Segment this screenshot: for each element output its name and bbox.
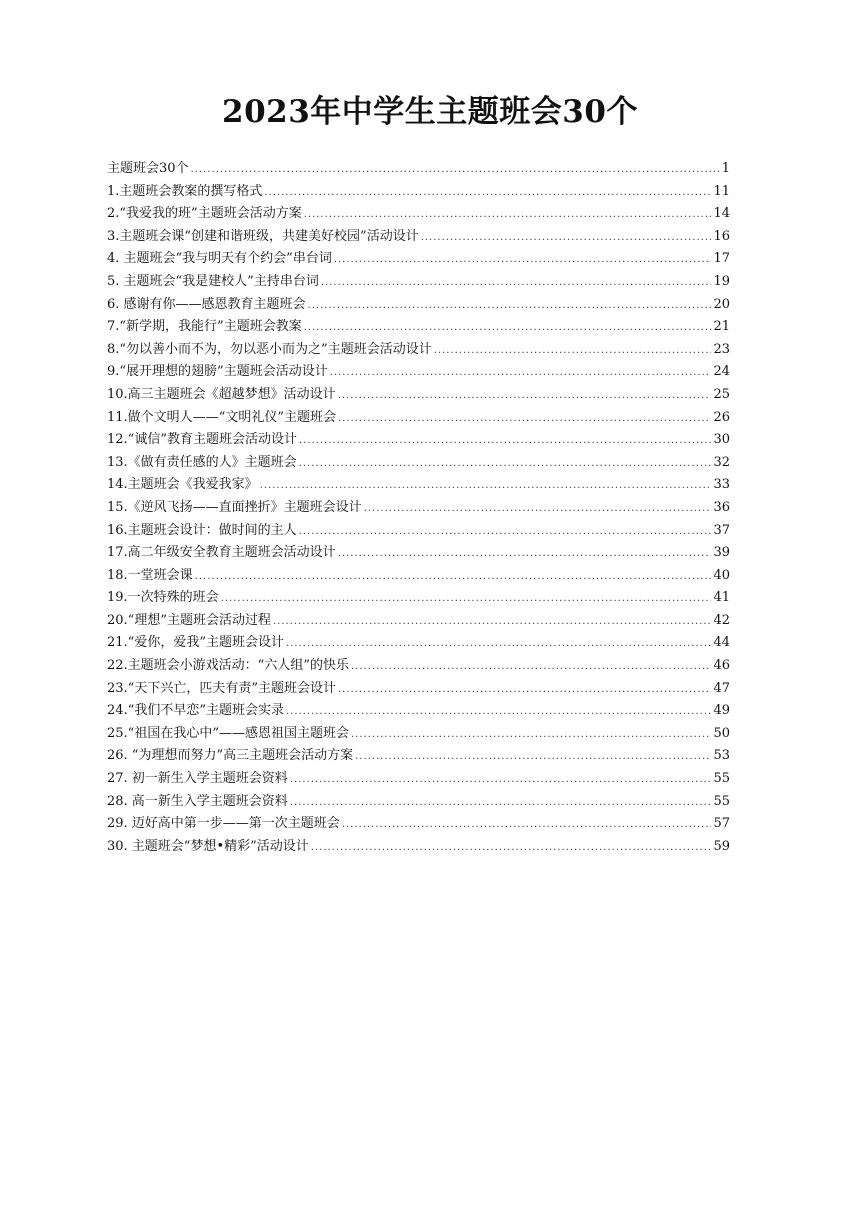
toc-dot-leader (334, 249, 712, 272)
toc-entry-page-number: 55 (713, 771, 730, 787)
toc-entry-label: 7.“新学期，我能行”主题班会教案 (107, 319, 302, 335)
toc-entry-label: 12.“诚信”教育主题班会活动设计 (107, 432, 297, 448)
toc-entry-page-number: 36 (713, 499, 730, 515)
table-of-contents (107, 158, 730, 858)
toc-entry[interactable] (107, 587, 730, 610)
toc-entry-label: 16.主题班会设计：做时间的主人 (107, 522, 297, 538)
toc-entry-page-number: 11 (713, 183, 730, 199)
toc-entry[interactable] (107, 700, 730, 723)
toc-dot-leader (304, 317, 712, 340)
toc-entry[interactable] (107, 723, 730, 746)
toc-entry-page-number: 47 (713, 680, 730, 696)
toc-dot-leader (321, 272, 712, 295)
toc-entry-page-number: 14 (713, 206, 730, 222)
toc-entry-page-number: 25 (713, 386, 730, 402)
toc-entry-page-number: 53 (713, 748, 730, 764)
toc-entry[interactable] (107, 158, 730, 181)
toc-entry-label: 29. 迈好高中第一步——第一次主题班会 (107, 816, 340, 832)
toc-entry[interactable] (107, 497, 730, 520)
toc-dot-leader (355, 746, 711, 769)
toc-entry[interactable] (107, 339, 730, 362)
toc-entry[interactable] (107, 768, 730, 791)
toc-entry-label: 21.“爱你，爱我”主题班会设计 (107, 635, 284, 651)
toc-dot-leader (264, 182, 711, 205)
toc-entry-label: 5. 主题班会“我是建校人”主持串台词 (107, 273, 319, 289)
toc-dot-leader (308, 295, 712, 318)
toc-dot-leader (221, 588, 712, 611)
toc-entry-page-number: 32 (713, 454, 730, 470)
toc-dot-leader (299, 521, 712, 544)
toc-entry-page-number: 44 (713, 635, 730, 651)
toc-entry-page-number: 46 (713, 658, 730, 674)
toc-entry[interactable] (107, 632, 730, 655)
toc-entry-page-number: 23 (713, 341, 730, 357)
toc-entry[interactable] (107, 474, 730, 497)
toc-dot-leader (195, 566, 712, 589)
toc-entry[interactable] (107, 203, 730, 226)
toc-entry-label: 1.主题班会教案的撰写格式 (107, 183, 263, 199)
toc-entry-page-number: 19 (713, 273, 730, 289)
toc-dot-leader (351, 656, 711, 679)
toc-entry[interactable] (107, 181, 730, 204)
toc-dot-leader (434, 340, 712, 363)
toc-entry-page-number: 59 (713, 838, 730, 854)
toc-entry[interactable] (107, 813, 730, 836)
toc-entry-page-number: 24 (713, 364, 730, 380)
toc-entry-label: 8.“勿以善小而不为，勿以恶小而为之”主题班会活动设计 (107, 341, 432, 357)
toc-entry-label: 26. “为理想而努力”高三主题班会活动方案 (107, 748, 354, 764)
toc-entry[interactable] (107, 678, 730, 701)
toc-entry[interactable] (107, 791, 730, 814)
toc-entry-page-number: 21 (713, 319, 730, 335)
toc-entry-label: 13.《做有责任感的人》主题班会 (107, 454, 297, 470)
toc-entry-label: 14.主题班会《我爱我家》 (107, 477, 258, 493)
toc-entry[interactable] (107, 452, 730, 475)
toc-entry-label: 15.《逆风飞扬——直面挫折》主题班会设计 (107, 499, 362, 515)
toc-dot-leader (299, 430, 711, 453)
toc-entry[interactable] (107, 294, 730, 317)
toc-entry-label: 4. 主题班会“我与明天有个约会”串台词 (107, 251, 332, 267)
toc-dot-leader (342, 814, 712, 837)
toc-entry[interactable] (107, 429, 730, 452)
toc-dot-leader (304, 204, 712, 227)
toc-dot-leader (351, 724, 711, 747)
toc-entry-page-number: 50 (713, 725, 730, 741)
toc-entry-label: 6. 感谢有你——感恩教育主题班会 (107, 296, 306, 312)
toc-entry[interactable] (107, 542, 730, 565)
toc-entry-label: 2.“我爱我的班”主题班会活动方案 (107, 206, 302, 222)
toc-entry-label: 3.主题班会课“创建和谐班级，共建美好校园”活动设计 (107, 228, 419, 244)
toc-entry-page-number: 37 (713, 522, 730, 538)
toc-entry-label: 17.高二年级安全教育主题班会活动设计 (107, 545, 336, 561)
toc-entry-page-number: 55 (713, 793, 730, 809)
toc-dot-leader (338, 408, 711, 431)
toc-dot-leader (191, 159, 720, 182)
toc-entry[interactable] (107, 610, 730, 633)
toc-entry-page-number: 57 (713, 816, 730, 832)
toc-entry-page-number: 30 (713, 432, 730, 448)
toc-entry-label: 19.一次特殊的班会 (107, 590, 219, 606)
toc-dot-leader (330, 362, 712, 385)
toc-entry-page-number: 33 (713, 477, 730, 493)
toc-dot-leader (286, 701, 711, 724)
toc-entry-page-number: 20 (713, 296, 730, 312)
toc-dot-leader (286, 633, 711, 656)
toc-entry-page-number: 26 (713, 409, 730, 425)
toc-dot-leader (290, 769, 712, 792)
toc-entry-page-number: 40 (713, 567, 730, 583)
page-title: 2023年中学生主题班会30个 (222, 94, 638, 130)
toc-entry-page-number: 17 (713, 251, 730, 267)
toc-entry[interactable] (107, 836, 730, 859)
toc-entry[interactable] (107, 407, 730, 430)
toc-entry-label: 28. 高一新生入学主题班会资料 (107, 793, 288, 809)
toc-dot-leader (338, 385, 712, 408)
toc-entry[interactable] (107, 316, 730, 339)
toc-entry-page-number: 41 (713, 590, 730, 606)
toc-entry[interactable] (107, 271, 730, 294)
toc-dot-leader (273, 611, 711, 634)
toc-entry-label: 22.主题班会小游戏活动：“六人组”的快乐 (107, 658, 349, 674)
toc-entry-page-number: 16 (713, 228, 730, 244)
toc-entry[interactable] (107, 745, 730, 768)
toc-entry[interactable] (107, 655, 730, 678)
toc-entry[interactable] (107, 361, 730, 384)
toc-dot-leader (290, 792, 712, 815)
toc-entry-label: 10.高三主题班会《超越梦想》活动设计 (107, 386, 336, 402)
toc-entry-label: 24.“我们不早恋”主题班会实录 (107, 703, 284, 719)
toc-dot-leader (311, 837, 712, 860)
toc-entry-label: 30. 主题班会“梦想•精彩”活动设计 (107, 838, 309, 854)
toc-dot-leader (421, 227, 712, 250)
toc-dot-leader (260, 475, 712, 498)
toc-entry[interactable] (107, 226, 730, 249)
toc-entry-page-number: 42 (713, 612, 730, 628)
toc-entry-page-number: 1 (721, 161, 730, 176)
toc-dot-leader (338, 679, 711, 702)
toc-entry-label: 11.做个文明人——“文明礼仪”主题班会 (107, 409, 336, 425)
toc-entry-label: 9.“展开理想的翅膀”主题班会活动设计 (107, 364, 328, 380)
toc-entry-page-number: 49 (713, 703, 730, 719)
toc-entry[interactable] (107, 565, 730, 588)
toc-entry-label: 主题班会30个 (107, 161, 189, 176)
toc-dot-leader (338, 543, 712, 566)
toc-entry-label: 25.“祖国在我心中”——感恩祖国主题班会 (107, 725, 349, 741)
toc-dot-leader (364, 498, 712, 521)
toc-entry[interactable] (107, 248, 730, 271)
toc-entry-label: 27. 初一新生入学主题班会资料 (107, 771, 288, 787)
toc-entry-label: 23.“天下兴亡，匹夫有责”主题班会设计 (107, 680, 336, 696)
toc-entry-label: 20.“理想”主题班会活动过程 (107, 612, 271, 628)
toc-entry-page-number: 39 (713, 545, 730, 561)
toc-entry-label: 18.一堂班会课 (107, 567, 193, 583)
toc-entry[interactable] (107, 520, 730, 543)
toc-dot-leader (299, 453, 712, 476)
toc-entry[interactable] (107, 384, 730, 407)
